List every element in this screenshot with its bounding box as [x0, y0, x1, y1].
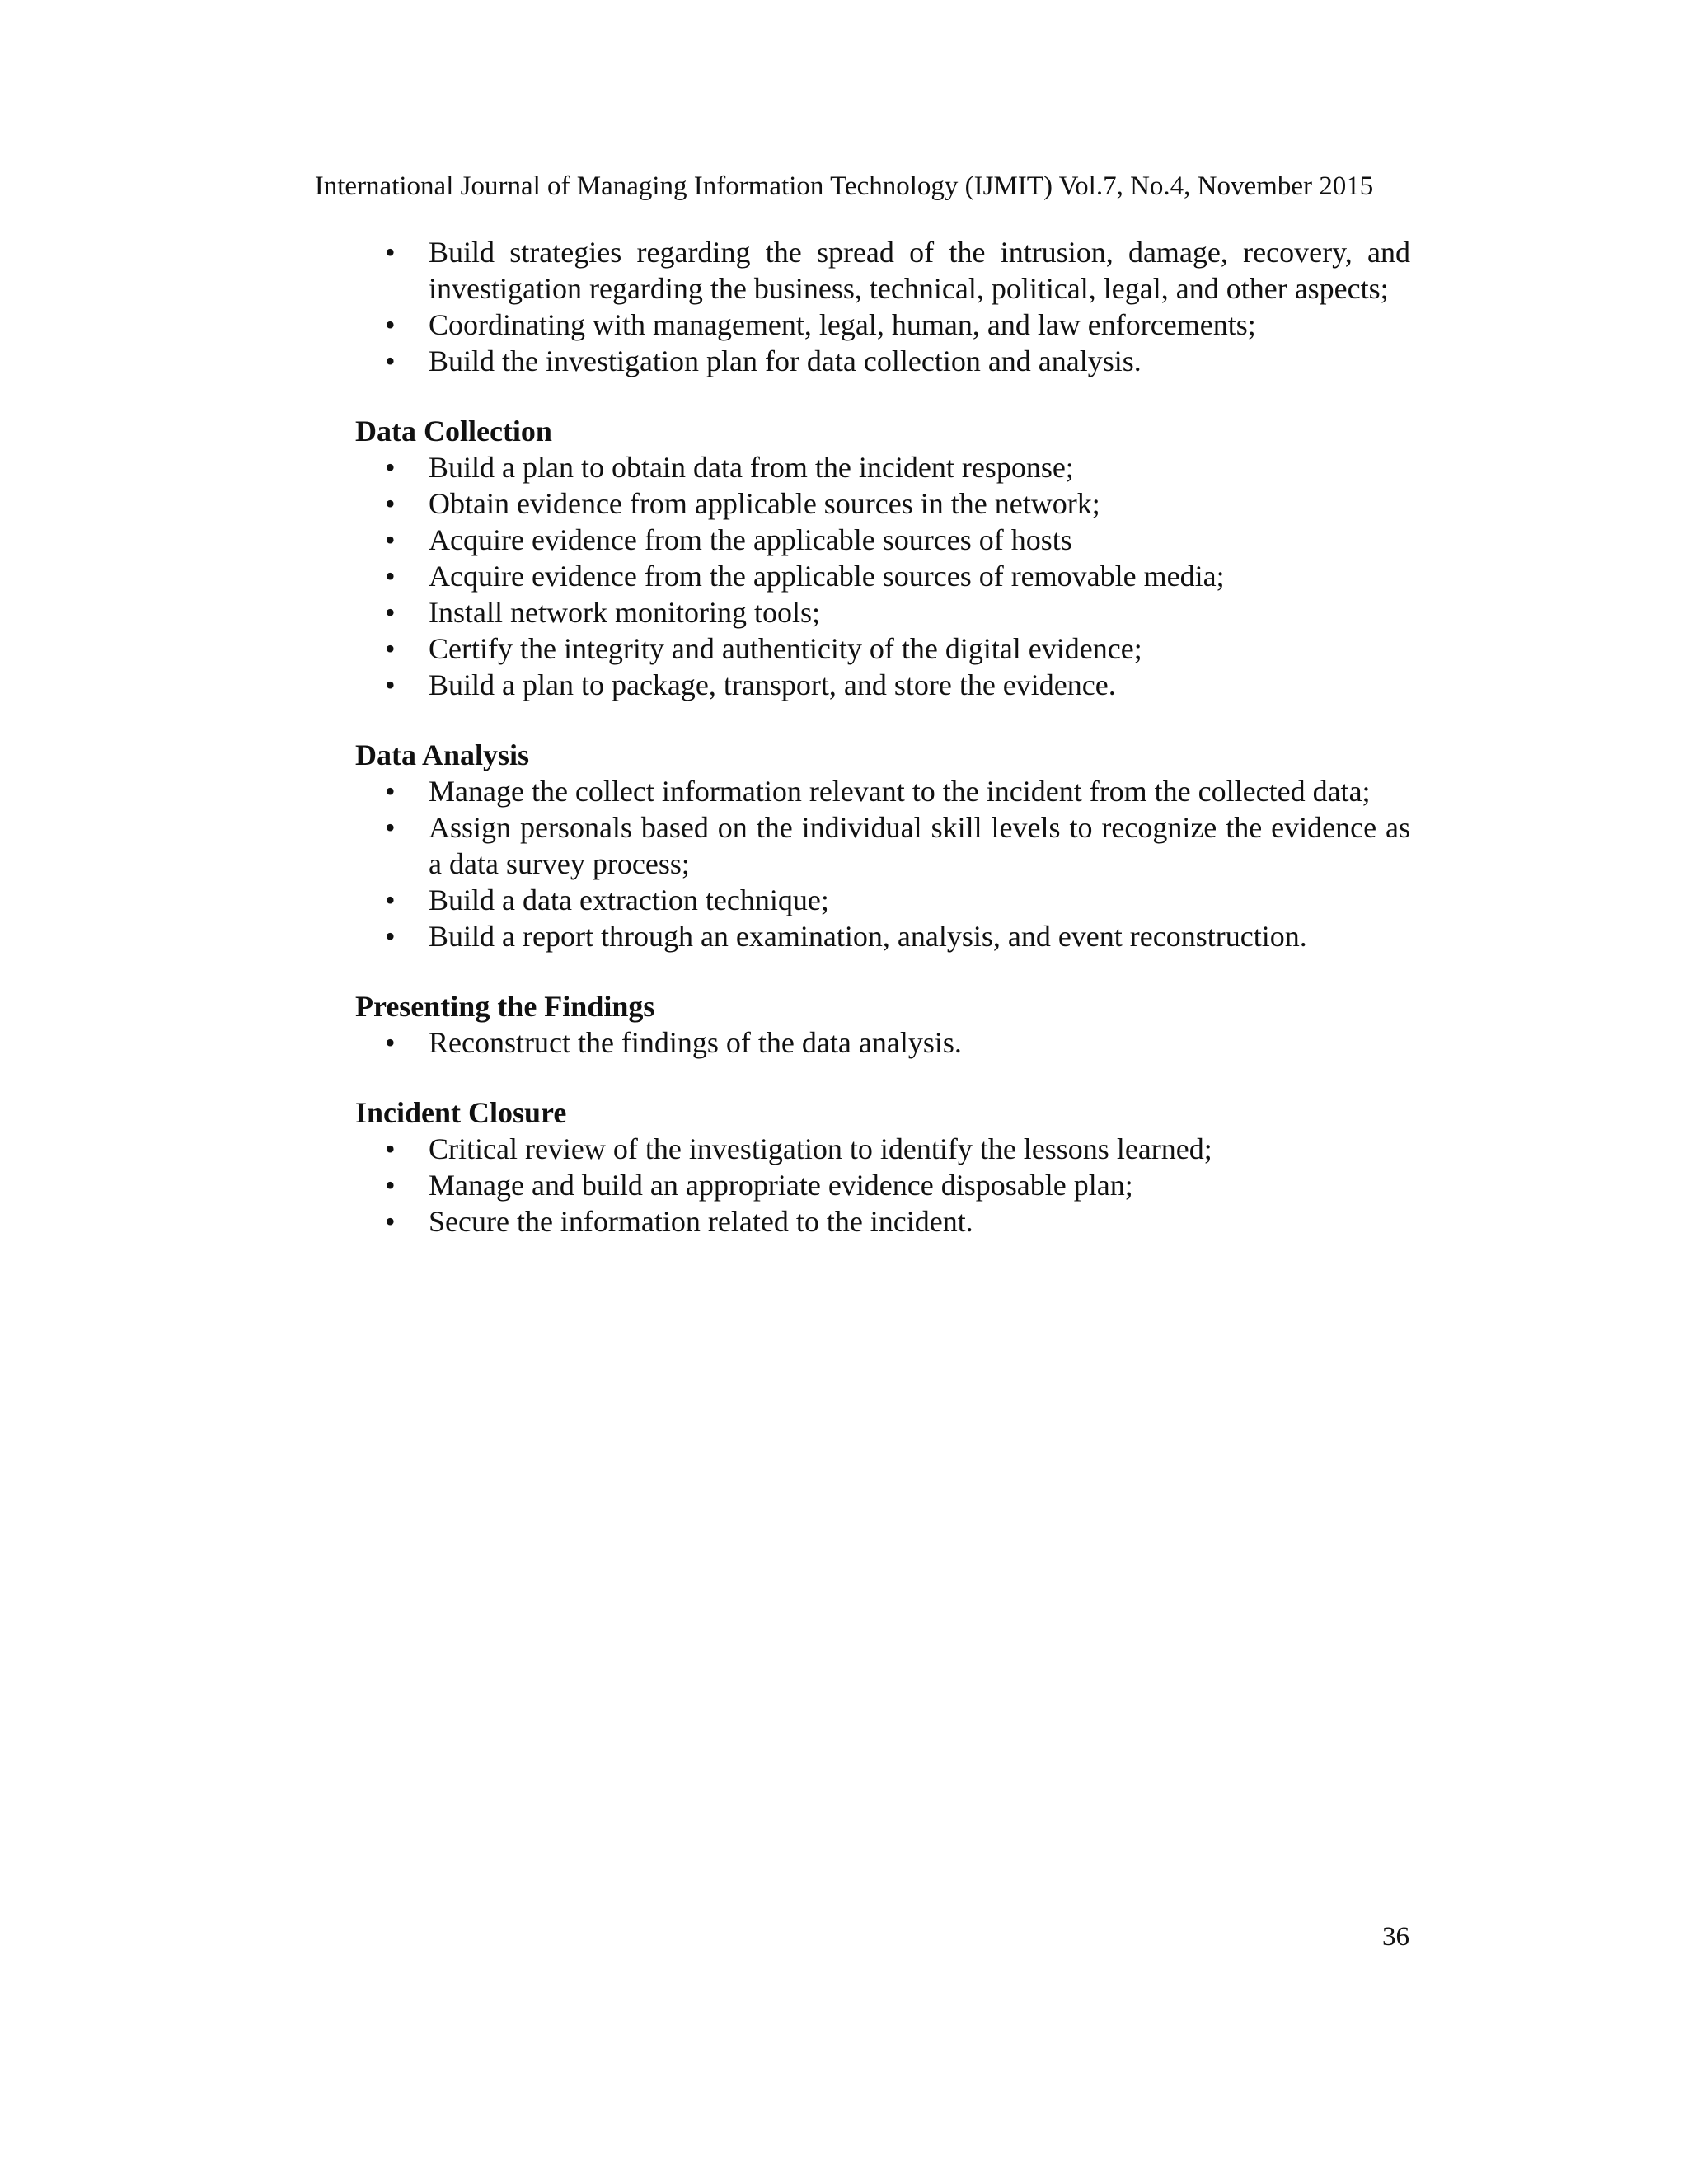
list-item-text: Build a report through an examination, analysis, and event reconstruction. [429, 920, 1307, 953]
list-item [355, 809, 1410, 882]
list-item [355, 773, 1410, 809]
list-item-text: Build a plan to package, transport, and store the evidence. [429, 668, 1116, 701]
bullet-icon: • [385, 668, 396, 701]
section-bullet-list [355, 773, 1410, 954]
running-header: International Journal of Managing Information Technology (IJMIT) Vol.7, No.4, November 2015 [314, 171, 1374, 201]
section-bullet-list [355, 449, 1410, 703]
list-item [355, 1167, 1410, 1203]
bullet-icon: • [385, 632, 396, 665]
list-item [355, 1131, 1410, 1167]
bullet-icon: • [385, 1205, 396, 1238]
list-item-text: Certify the integrity and authenticity of the digital evidence; [429, 632, 1142, 665]
list-item [355, 1024, 1410, 1061]
bullet-icon: • [385, 811, 396, 844]
bullet-icon: • [385, 1026, 396, 1059]
list-item-text: Install network monitoring tools; [429, 596, 820, 629]
bullet-icon: • [385, 236, 396, 269]
list-item [355, 630, 1410, 667]
section-presenting-the-findings [355, 988, 1410, 1061]
list-item [355, 307, 1410, 343]
bullet-icon: • [385, 308, 396, 341]
bullet-icon: • [385, 920, 396, 953]
list-item [355, 343, 1410, 379]
page-content [355, 234, 1410, 1240]
bullet-icon: • [385, 775, 396, 808]
bullet-icon: • [385, 1132, 396, 1165]
list-item-text: Secure the information related to the incident. [429, 1205, 973, 1238]
list-item [355, 485, 1410, 522]
list-item-text: Coordinating with management, legal, human, and law enforcements; [429, 308, 1256, 341]
list-item-text: Assign personals based on the individual skill levels to recognize the evidence as a data survey process; [429, 811, 1410, 880]
list-item [355, 558, 1410, 594]
list-item-text: Acquire evidence from the applicable sources of hosts [429, 523, 1072, 556]
list-item-text: Manage and build an appropriate evidence disposable plan; [429, 1169, 1133, 1202]
section-data-analysis [355, 737, 1410, 954]
list-item [355, 667, 1410, 703]
list-item [355, 449, 1410, 485]
bullet-icon: • [385, 344, 396, 377]
list-item-text: Manage the collect information relevant to the incident from the collected data; [429, 775, 1371, 808]
section-incident-closure [355, 1094, 1410, 1240]
list-item-text: Build a data extraction technique; [429, 883, 829, 916]
list-item [355, 234, 1410, 307]
intro-bullet-list [355, 234, 1410, 379]
section-bullet-list [355, 1131, 1410, 1240]
list-item [355, 522, 1410, 558]
page-number: 36 [1382, 1922, 1409, 1952]
bullet-icon: • [385, 1169, 396, 1202]
list-item-text: Build a plan to obtain data from the incident response; [429, 451, 1074, 484]
list-item [355, 1203, 1410, 1240]
bullet-icon: • [385, 451, 396, 484]
list-item-text: Build the investigation plan for data collection and analysis. [429, 344, 1142, 377]
list-item-text: Acquire evidence from the applicable sources of removable media; [429, 560, 1225, 593]
list-item-text: Reconstruct the findings of the data analysis. [429, 1026, 962, 1059]
section-bullet-list [355, 1024, 1410, 1061]
list-item-text: Critical review of the investigation to identify the lessons learned; [429, 1132, 1212, 1165]
section-heading: Data Analysis [355, 738, 530, 771]
bullet-icon: • [385, 523, 396, 556]
bullet-icon: • [385, 596, 396, 629]
list-item [355, 918, 1410, 954]
list-item-text: Build strategies regarding the spread of the intrusion, damage, recovery, and investigation regarding the business, technical, political, legal, and other aspects; [429, 236, 1410, 305]
bullet-icon: • [385, 487, 396, 520]
list-item [355, 594, 1410, 630]
section-heading: Data Collection [355, 415, 552, 448]
bullet-icon: • [385, 883, 396, 916]
section-heading: Incident Closure [355, 1096, 567, 1129]
list-item-text: Obtain evidence from applicable sources in the network; [429, 487, 1100, 520]
bullet-icon: • [385, 560, 396, 593]
section-data-collection [355, 413, 1410, 703]
list-item [355, 882, 1410, 918]
section-heading: Presenting the Findings [355, 990, 655, 1023]
